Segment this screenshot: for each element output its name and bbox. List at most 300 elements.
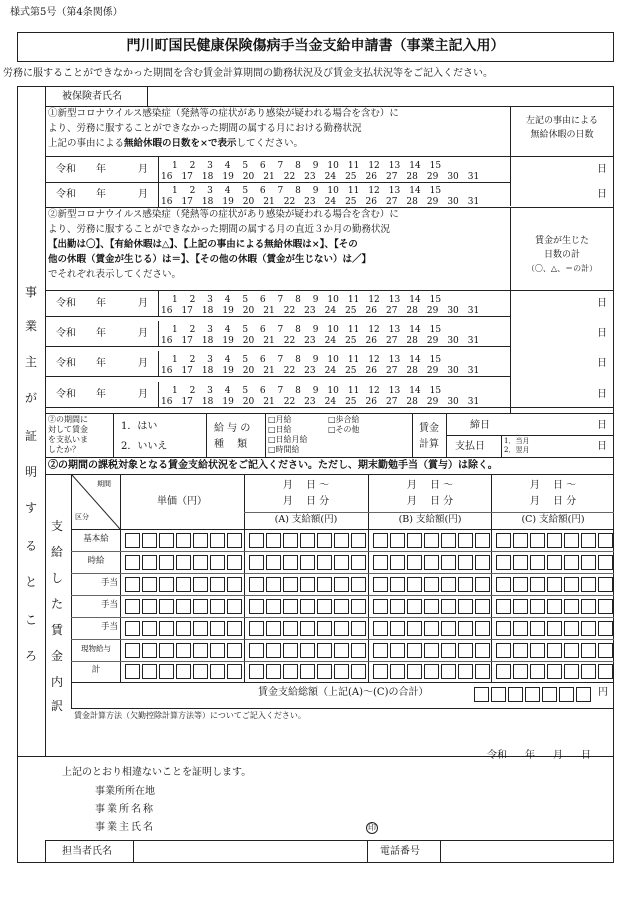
- amount-digit-box[interactable]: [142, 555, 157, 570]
- amount-digit-box[interactable]: [351, 555, 366, 570]
- sec1-line3: 上記の事由による無給休暇の日数を×で表示してください。: [48, 138, 303, 149]
- pay-opt-2[interactable]: 2．翌月: [504, 446, 530, 454]
- amount-digit-box[interactable]: [424, 643, 439, 658]
- amount-digit-box[interactable]: [249, 599, 264, 614]
- amount-digit-box[interactable]: [283, 577, 298, 592]
- insured-name-field[interactable]: [148, 87, 613, 105]
- amount-digit-box[interactable]: [266, 664, 281, 679]
- close-day-unit: 日: [597, 420, 607, 431]
- month-month: 月: [138, 328, 148, 339]
- amount-digit-box[interactable]: [334, 621, 349, 636]
- amount-digit-box[interactable]: [581, 577, 596, 592]
- amount-digit-box[interactable]: [142, 643, 157, 658]
- sec3-q2: 対して賃金: [48, 425, 88, 434]
- col-a-header: (A) 支給額(円): [274, 514, 338, 525]
- amount-digit-box[interactable]: [266, 599, 281, 614]
- month-era: 令和: [56, 358, 76, 369]
- amount-digit-box[interactable]: [598, 599, 613, 614]
- amount-digit-box[interactable]: [513, 599, 528, 614]
- amount-digit-box[interactable]: [598, 643, 613, 658]
- opt-daily-monthly[interactable]: □日給月給: [268, 435, 308, 444]
- amount-digit-box[interactable]: [249, 643, 264, 658]
- amount-digit-box[interactable]: [496, 643, 511, 658]
- amount-digit-box[interactable]: [210, 643, 225, 658]
- period-b-to: 月 日 分: [406, 496, 454, 507]
- amount-digit-box[interactable]: [458, 643, 473, 658]
- breakdown-label-char: 内: [50, 675, 63, 689]
- amount-digit-box[interactable]: [317, 533, 332, 548]
- amount-digit-box[interactable]: [598, 533, 613, 548]
- side-char: こ: [24, 613, 37, 627]
- amount-digit-box[interactable]: [424, 664, 439, 679]
- amount-digit-box[interactable]: [334, 599, 349, 614]
- amount-digit-box[interactable]: [210, 555, 225, 570]
- amount-digit-box[interactable]: [300, 621, 315, 636]
- days-top-row[interactable]: 1 2 3 4 5 6 7 8 9 10 11 12 13 14 15: [172, 186, 442, 196]
- amount-digit-box[interactable]: [193, 599, 208, 614]
- amount-digit-box[interactable]: [390, 577, 405, 592]
- amount-digit-box[interactable]: [159, 643, 174, 658]
- amount-digit-box[interactable]: [249, 577, 264, 592]
- office-address-label: 事業所所在地: [95, 786, 155, 797]
- day-count-unit: 日: [597, 389, 607, 400]
- breakdown-label-char: た: [50, 597, 63, 611]
- amount-digit-box[interactable]: [193, 643, 208, 658]
- amount-digit-box[interactable]: [513, 621, 528, 636]
- amount-digit-box[interactable]: [407, 643, 422, 658]
- amount-digit-box[interactable]: [317, 599, 332, 614]
- amount-digit-box[interactable]: [334, 664, 349, 679]
- amount-digit-box[interactable]: [300, 555, 315, 570]
- day-count-unit: 日: [597, 298, 607, 309]
- amount-digit-box[interactable]: [564, 599, 579, 614]
- breakdown-label-char: 給: [50, 545, 63, 559]
- amount-digit-box[interactable]: [373, 555, 388, 570]
- sec3-q4: したか？: [48, 445, 80, 454]
- amount-digit-box[interactable]: [317, 621, 332, 636]
- side-char: す: [24, 501, 37, 515]
- amount-digit-box[interactable]: [581, 533, 596, 548]
- amount-digit-box[interactable]: [300, 643, 315, 658]
- amount-digit-box[interactable]: [373, 643, 388, 658]
- total-digit-box[interactable]: [508, 687, 523, 702]
- total-yen: 円: [598, 687, 608, 698]
- side-char: と: [24, 575, 37, 589]
- amount-digit-box[interactable]: [390, 643, 405, 658]
- amount-digit-box[interactable]: [373, 599, 388, 614]
- amount-digit-box[interactable]: [424, 599, 439, 614]
- amount-digit-box[interactable]: [547, 621, 562, 636]
- side-char: が: [24, 391, 37, 405]
- amount-digit-box[interactable]: [159, 599, 174, 614]
- month-era: 令和: [56, 328, 76, 339]
- total-label: 賃金支給総額（上記(A)～(C)の合計）: [258, 687, 429, 698]
- pay-day-unit: 日: [597, 441, 607, 452]
- amount-digit-box[interactable]: [300, 577, 315, 592]
- amount-digit-box[interactable]: [458, 533, 473, 548]
- amount-digit-box[interactable]: [564, 533, 579, 548]
- opt-daily[interactable]: □日給: [268, 425, 292, 434]
- person-in-charge-field[interactable]: [134, 841, 366, 862]
- amount-digit-box[interactable]: [227, 577, 242, 592]
- amount-digit-box[interactable]: [407, 664, 422, 679]
- amount-digit-box[interactable]: [334, 577, 349, 592]
- amount-digit-box[interactable]: [547, 643, 562, 658]
- amount-digit-box[interactable]: [475, 577, 490, 592]
- breakdown-row-label: 手当: [100, 600, 118, 610]
- amount-digit-box[interactable]: [249, 664, 264, 679]
- sec1-line1: ①新型コロナウイルス感染症（発熱等の症状があり感染が疑われる場合を含む）に: [48, 108, 399, 119]
- amount-digit-box[interactable]: [125, 599, 140, 614]
- side-char: 明: [24, 465, 37, 479]
- amount-digit-box[interactable]: [530, 643, 545, 658]
- amount-digit-box[interactable]: [159, 577, 174, 592]
- amount-digit-box[interactable]: [407, 577, 422, 592]
- col-b-header: (B) 支給額(円): [398, 514, 462, 525]
- month-year: 年: [96, 164, 106, 175]
- breakdown-label-char: 訳: [50, 699, 63, 713]
- amount-digit-box[interactable]: [283, 555, 298, 570]
- amount-digit-box[interactable]: [458, 599, 473, 614]
- pay-opt-1[interactable]: 1．当月: [504, 437, 530, 445]
- amount-digit-box[interactable]: [424, 555, 439, 570]
- days-top-row[interactable]: 1 2 3 4 5 6 7 8 9 10 11 12 13 14 15: [172, 355, 442, 365]
- period-b-from: 月 日 ～: [406, 480, 454, 491]
- answer-yes[interactable]: 1．はい: [121, 421, 158, 432]
- amount-digit-box[interactable]: [475, 533, 490, 548]
- days-top-row[interactable]: 1 2 3 4 5 6 7 8 9 10 11 12 13 14 15: [172, 295, 442, 305]
- amount-digit-box[interactable]: [458, 577, 473, 592]
- total-digit-box[interactable]: [542, 687, 557, 702]
- amount-digit-box[interactable]: [513, 643, 528, 658]
- amount-digit-box[interactable]: [351, 599, 366, 614]
- amount-digit-box[interactable]: [283, 533, 298, 548]
- days-top-row[interactable]: 1 2 3 4 5 6 7 8 9 10 11 12 13 14 15: [172, 386, 442, 396]
- breakdown-label-char: 賃: [50, 623, 63, 637]
- day-count-unit: 日: [597, 189, 607, 200]
- opt-hourly[interactable]: □時間給: [268, 445, 300, 454]
- amount-digit-box[interactable]: [193, 533, 208, 548]
- amount-digit-box[interactable]: [513, 555, 528, 570]
- office-name-label: 事業所名称: [95, 804, 155, 815]
- person-in-charge-label: 担当者氏名: [62, 846, 112, 857]
- amount-digit-box[interactable]: [351, 664, 366, 679]
- amount-digit-box[interactable]: [458, 555, 473, 570]
- amount-digit-box[interactable]: [581, 621, 596, 636]
- answer-no[interactable]: 2．いいえ: [121, 441, 168, 452]
- breakdown-row-label: 基本給: [83, 534, 109, 544]
- sec3-q1: ②の期間に: [48, 415, 88, 424]
- amount-digit-box[interactable]: [407, 533, 422, 548]
- amount-digit-box[interactable]: [407, 555, 422, 570]
- amount-digit-box[interactable]: [475, 599, 490, 614]
- amount-digit-box[interactable]: [210, 577, 225, 592]
- side-char: 主: [24, 355, 37, 369]
- amount-digit-box[interactable]: [283, 664, 298, 679]
- sec1-line2: より、労務に服することができなかった期間の属する月における勤務状況: [48, 123, 362, 134]
- sec1-right-header-1: 左記の事由による: [525, 116, 598, 126]
- amount-digit-box[interactable]: [475, 643, 490, 658]
- amount-digit-box[interactable]: [496, 621, 511, 636]
- amount-digit-box[interactable]: [227, 643, 242, 658]
- month-year: 年: [96, 328, 106, 339]
- amount-digit-box[interactable]: [249, 555, 264, 570]
- amount-digit-box[interactable]: [125, 621, 140, 636]
- sec2-right-header-1: 賃金が生じた: [534, 236, 589, 246]
- amount-digit-box[interactable]: [475, 621, 490, 636]
- breakdown-row-label: 手当: [100, 622, 118, 632]
- opt-monthly[interactable]: □月給: [268, 415, 292, 424]
- amount-digit-box[interactable]: [390, 555, 405, 570]
- amount-digit-box[interactable]: [373, 533, 388, 548]
- amount-digit-box[interactable]: [334, 533, 349, 548]
- amount-digit-box[interactable]: [598, 577, 613, 592]
- amount-digit-box[interactable]: [513, 664, 528, 679]
- amount-digit-box[interactable]: [496, 533, 511, 548]
- month-month: 月: [138, 358, 148, 369]
- amount-digit-box[interactable]: [300, 599, 315, 614]
- period-label: 期間: [97, 480, 111, 488]
- amount-digit-box[interactable]: [441, 555, 456, 570]
- sec2-line2: より、労務に服することができなかった期間の属する月の直近３か月の勤務状況: [48, 224, 391, 235]
- amount-digit-box[interactable]: [300, 533, 315, 548]
- sec2-line4: 他の休暇（賃金が生じる）は＝】、【その他の休暇（賃金が生じない）は／】: [48, 254, 372, 265]
- amount-digit-box[interactable]: [530, 555, 545, 570]
- amount-digit-box[interactable]: [266, 621, 281, 636]
- amount-digit-box[interactable]: [564, 643, 579, 658]
- amount-digit-box[interactable]: [581, 664, 596, 679]
- amount-digit-box[interactable]: [390, 533, 405, 548]
- amount-digit-box[interactable]: [142, 664, 157, 679]
- amount-digit-box[interactable]: [176, 555, 191, 570]
- amount-digit-box[interactable]: [351, 621, 366, 636]
- amount-digit-box[interactable]: [530, 621, 545, 636]
- amount-digit-box[interactable]: [441, 621, 456, 636]
- amount-digit-box[interactable]: [351, 643, 366, 658]
- amount-digit-box[interactable]: [159, 664, 174, 679]
- amount-digit-box[interactable]: [530, 664, 545, 679]
- period-c-to: 月 日 分: [529, 496, 577, 507]
- amount-digit-box[interactable]: [176, 577, 191, 592]
- total-digit-box[interactable]: [576, 687, 591, 702]
- amount-digit-box[interactable]: [390, 599, 405, 614]
- amount-digit-box[interactable]: [210, 533, 225, 548]
- amount-digit-box[interactable]: [210, 599, 225, 614]
- amount-digit-box[interactable]: [564, 621, 579, 636]
- amount-digit-box[interactable]: [317, 643, 332, 658]
- amount-digit-box[interactable]: [424, 533, 439, 548]
- days-top-row[interactable]: 1 2 3 4 5 6 7 8 9 10 11 12 13 14 15: [172, 325, 442, 335]
- month-era: 令和: [56, 389, 76, 400]
- amount-digit-box[interactable]: [125, 664, 140, 679]
- amount-digit-box[interactable]: [390, 664, 405, 679]
- amount-digit-box[interactable]: [441, 643, 456, 658]
- amount-digit-box[interactable]: [142, 533, 157, 548]
- amount-digit-box[interactable]: [193, 621, 208, 636]
- amount-digit-box[interactable]: [210, 621, 225, 636]
- amount-digit-box[interactable]: [513, 577, 528, 592]
- amount-digit-box[interactable]: [176, 664, 191, 679]
- amount-digit-box[interactable]: [373, 577, 388, 592]
- total-digit-box[interactable]: [474, 687, 489, 702]
- days-bottom-row[interactable]: 16 17 18 19 20 21 22 23 24 25 26 27 28 29 30 31: [161, 172, 480, 182]
- month-year: 年: [96, 298, 106, 309]
- amount-digit-box[interactable]: [547, 599, 562, 614]
- amount-digit-box[interactable]: [547, 577, 562, 592]
- amount-digit-box[interactable]: [193, 664, 208, 679]
- wage-type-label-2: 種 類: [214, 439, 248, 450]
- amount-digit-box[interactable]: [373, 621, 388, 636]
- amount-digit-box[interactable]: [300, 664, 315, 679]
- amount-digit-box[interactable]: [176, 621, 191, 636]
- amount-digit-box[interactable]: [351, 577, 366, 592]
- amount-digit-box[interactable]: [475, 555, 490, 570]
- seal-mark: 印: [368, 823, 376, 832]
- opt-other[interactable]: □その他: [328, 425, 360, 434]
- month-era: 令和: [56, 189, 76, 200]
- amount-digit-box[interactable]: [176, 533, 191, 548]
- amount-digit-box[interactable]: [390, 621, 405, 636]
- amount-digit-box[interactable]: [441, 599, 456, 614]
- month-era: 令和: [56, 164, 76, 175]
- total-digit-box[interactable]: [525, 687, 540, 702]
- amount-digit-box[interactable]: [317, 664, 332, 679]
- days-bottom-row[interactable]: 16 17 18 19 20 21 22 23 24 25 26 27 28 29 30 31: [161, 336, 480, 346]
- amount-digit-box[interactable]: [547, 555, 562, 570]
- amount-digit-box[interactable]: [266, 555, 281, 570]
- amount-digit-box[interactable]: [424, 577, 439, 592]
- amount-digit-box[interactable]: [598, 664, 613, 679]
- amount-digit-box[interactable]: [283, 621, 298, 636]
- amount-digit-box[interactable]: [125, 533, 140, 548]
- amount-digit-box[interactable]: [564, 577, 579, 592]
- total-digit-box[interactable]: [559, 687, 574, 702]
- period-a-from: 月 日 ～: [282, 480, 330, 491]
- amount-digit-box[interactable]: [227, 555, 242, 570]
- days-top-row[interactable]: 1 2 3 4 5 6 7 8 9 10 11 12 13 14 15: [172, 161, 442, 171]
- amount-digit-box[interactable]: [142, 577, 157, 592]
- amount-digit-box[interactable]: [317, 555, 332, 570]
- amount-digit-box[interactable]: [441, 533, 456, 548]
- month-month: 月: [138, 189, 148, 200]
- days-bottom-row[interactable]: 16 17 18 19 20 21 22 23 24 25 26 27 28 29 30 31: [161, 306, 480, 316]
- amount-digit-box[interactable]: [125, 555, 140, 570]
- amount-digit-box[interactable]: [564, 555, 579, 570]
- amount-digit-box[interactable]: [530, 577, 545, 592]
- days-bottom-row[interactable]: 16 17 18 19 20 21 22 23 24 25 26 27 28 29 30 31: [161, 197, 480, 207]
- breakdown-row-label: 手当: [100, 578, 118, 588]
- amount-digit-box[interactable]: [283, 643, 298, 658]
- amount-digit-box[interactable]: [530, 533, 545, 548]
- days-bottom-row[interactable]: 16 17 18 19 20 21 22 23 24 25 26 27 28 29 30 31: [161, 397, 480, 407]
- amount-digit-box[interactable]: [193, 577, 208, 592]
- breakdown-label-char: 金: [50, 649, 63, 663]
- amount-digit-box[interactable]: [334, 555, 349, 570]
- sec4-header: ②の期間の課税対象となる賃金支給状況をご記入ください。ただし、期末勤勉手当（賞与）は除く。: [48, 460, 498, 471]
- amount-digit-box[interactable]: [266, 643, 281, 658]
- amount-digit-box[interactable]: [441, 577, 456, 592]
- sec2-right-header-2: 日数の計: [543, 250, 580, 260]
- amount-digit-box[interactable]: [496, 599, 511, 614]
- amount-digit-box[interactable]: [424, 621, 439, 636]
- amount-digit-box[interactable]: [125, 643, 140, 658]
- amount-digit-box[interactable]: [530, 599, 545, 614]
- amount-digit-box[interactable]: [458, 664, 473, 679]
- amount-digit-box[interactable]: [581, 599, 596, 614]
- amount-digit-box[interactable]: [317, 577, 332, 592]
- amount-digit-box[interactable]: [159, 555, 174, 570]
- amount-digit-box[interactable]: [547, 664, 562, 679]
- amount-digit-box[interactable]: [373, 664, 388, 679]
- days-bottom-row[interactable]: 16 17 18 19 20 21 22 23 24 25 26 27 28 29 30 31: [161, 366, 480, 376]
- amount-digit-box[interactable]: [249, 533, 264, 548]
- sec2-line3: 【出勤は〇】、【有給休暇は△】、【上記の事由による無給休暇は×】、【その: [48, 239, 358, 250]
- amount-digit-box[interactable]: [441, 664, 456, 679]
- form-number: 様式第5号（第4条関係）: [10, 7, 123, 18]
- col-c-header: (C) 支給額(円): [521, 514, 585, 525]
- wage-type-label-1: 給 与 の: [214, 423, 251, 434]
- amount-digit-box[interactable]: [193, 555, 208, 570]
- insured-name-label: 被保険者氏名: [62, 91, 122, 102]
- amount-digit-box[interactable]: [407, 621, 422, 636]
- amount-digit-box[interactable]: [513, 533, 528, 548]
- amount-digit-box[interactable]: [142, 599, 157, 614]
- phone-field[interactable]: [441, 841, 613, 862]
- day-count-unit: 日: [597, 164, 607, 175]
- amount-digit-box[interactable]: [227, 599, 242, 614]
- side-char: る: [24, 539, 37, 553]
- amount-digit-box[interactable]: [159, 533, 174, 548]
- amount-digit-box[interactable]: [227, 664, 242, 679]
- amount-digit-box[interactable]: [458, 621, 473, 636]
- sec3-q3: を支払いま: [48, 435, 88, 444]
- amount-digit-box[interactable]: [210, 664, 225, 679]
- amount-digit-box[interactable]: [496, 577, 511, 592]
- amount-digit-box[interactable]: [598, 555, 613, 570]
- unit-price-header: 単価（円）: [157, 496, 207, 507]
- month-month: 月: [138, 298, 148, 309]
- amount-digit-box[interactable]: [496, 555, 511, 570]
- amount-digit-box[interactable]: [475, 664, 490, 679]
- amount-digit-box[interactable]: [266, 577, 281, 592]
- amount-digit-box[interactable]: [227, 533, 242, 548]
- amount-digit-box[interactable]: [176, 643, 191, 658]
- amount-digit-box[interactable]: [351, 533, 366, 548]
- amount-digit-box[interactable]: [334, 643, 349, 658]
- month-month: 月: [138, 164, 148, 175]
- page-title: 門川町国民健康保険傷病手当金支給申請書（事業主記入用）: [126, 38, 505, 54]
- certify-statement: 上記のとおり相違ないことを証明します。: [62, 767, 252, 778]
- amount-digit-box[interactable]: [227, 621, 242, 636]
- amount-digit-box[interactable]: [176, 599, 191, 614]
- amount-digit-box[interactable]: [496, 664, 511, 679]
- amount-digit-box[interactable]: [581, 555, 596, 570]
- calc-label-1: 賃金: [419, 423, 439, 434]
- amount-digit-box[interactable]: [564, 664, 579, 679]
- amount-digit-box[interactable]: [159, 621, 174, 636]
- total-digit-box[interactable]: [491, 687, 506, 702]
- amount-digit-box[interactable]: [581, 643, 596, 658]
- opt-commission[interactable]: □歩合給: [328, 415, 360, 424]
- amount-digit-box[interactable]: [125, 577, 140, 592]
- amount-digit-box[interactable]: [598, 621, 613, 636]
- amount-digit-box[interactable]: [266, 533, 281, 548]
- amount-digit-box[interactable]: [249, 621, 264, 636]
- amount-digit-box[interactable]: [547, 533, 562, 548]
- amount-digit-box[interactable]: [142, 621, 157, 636]
- amount-digit-box[interactable]: [407, 599, 422, 614]
- amount-digit-box[interactable]: [283, 599, 298, 614]
